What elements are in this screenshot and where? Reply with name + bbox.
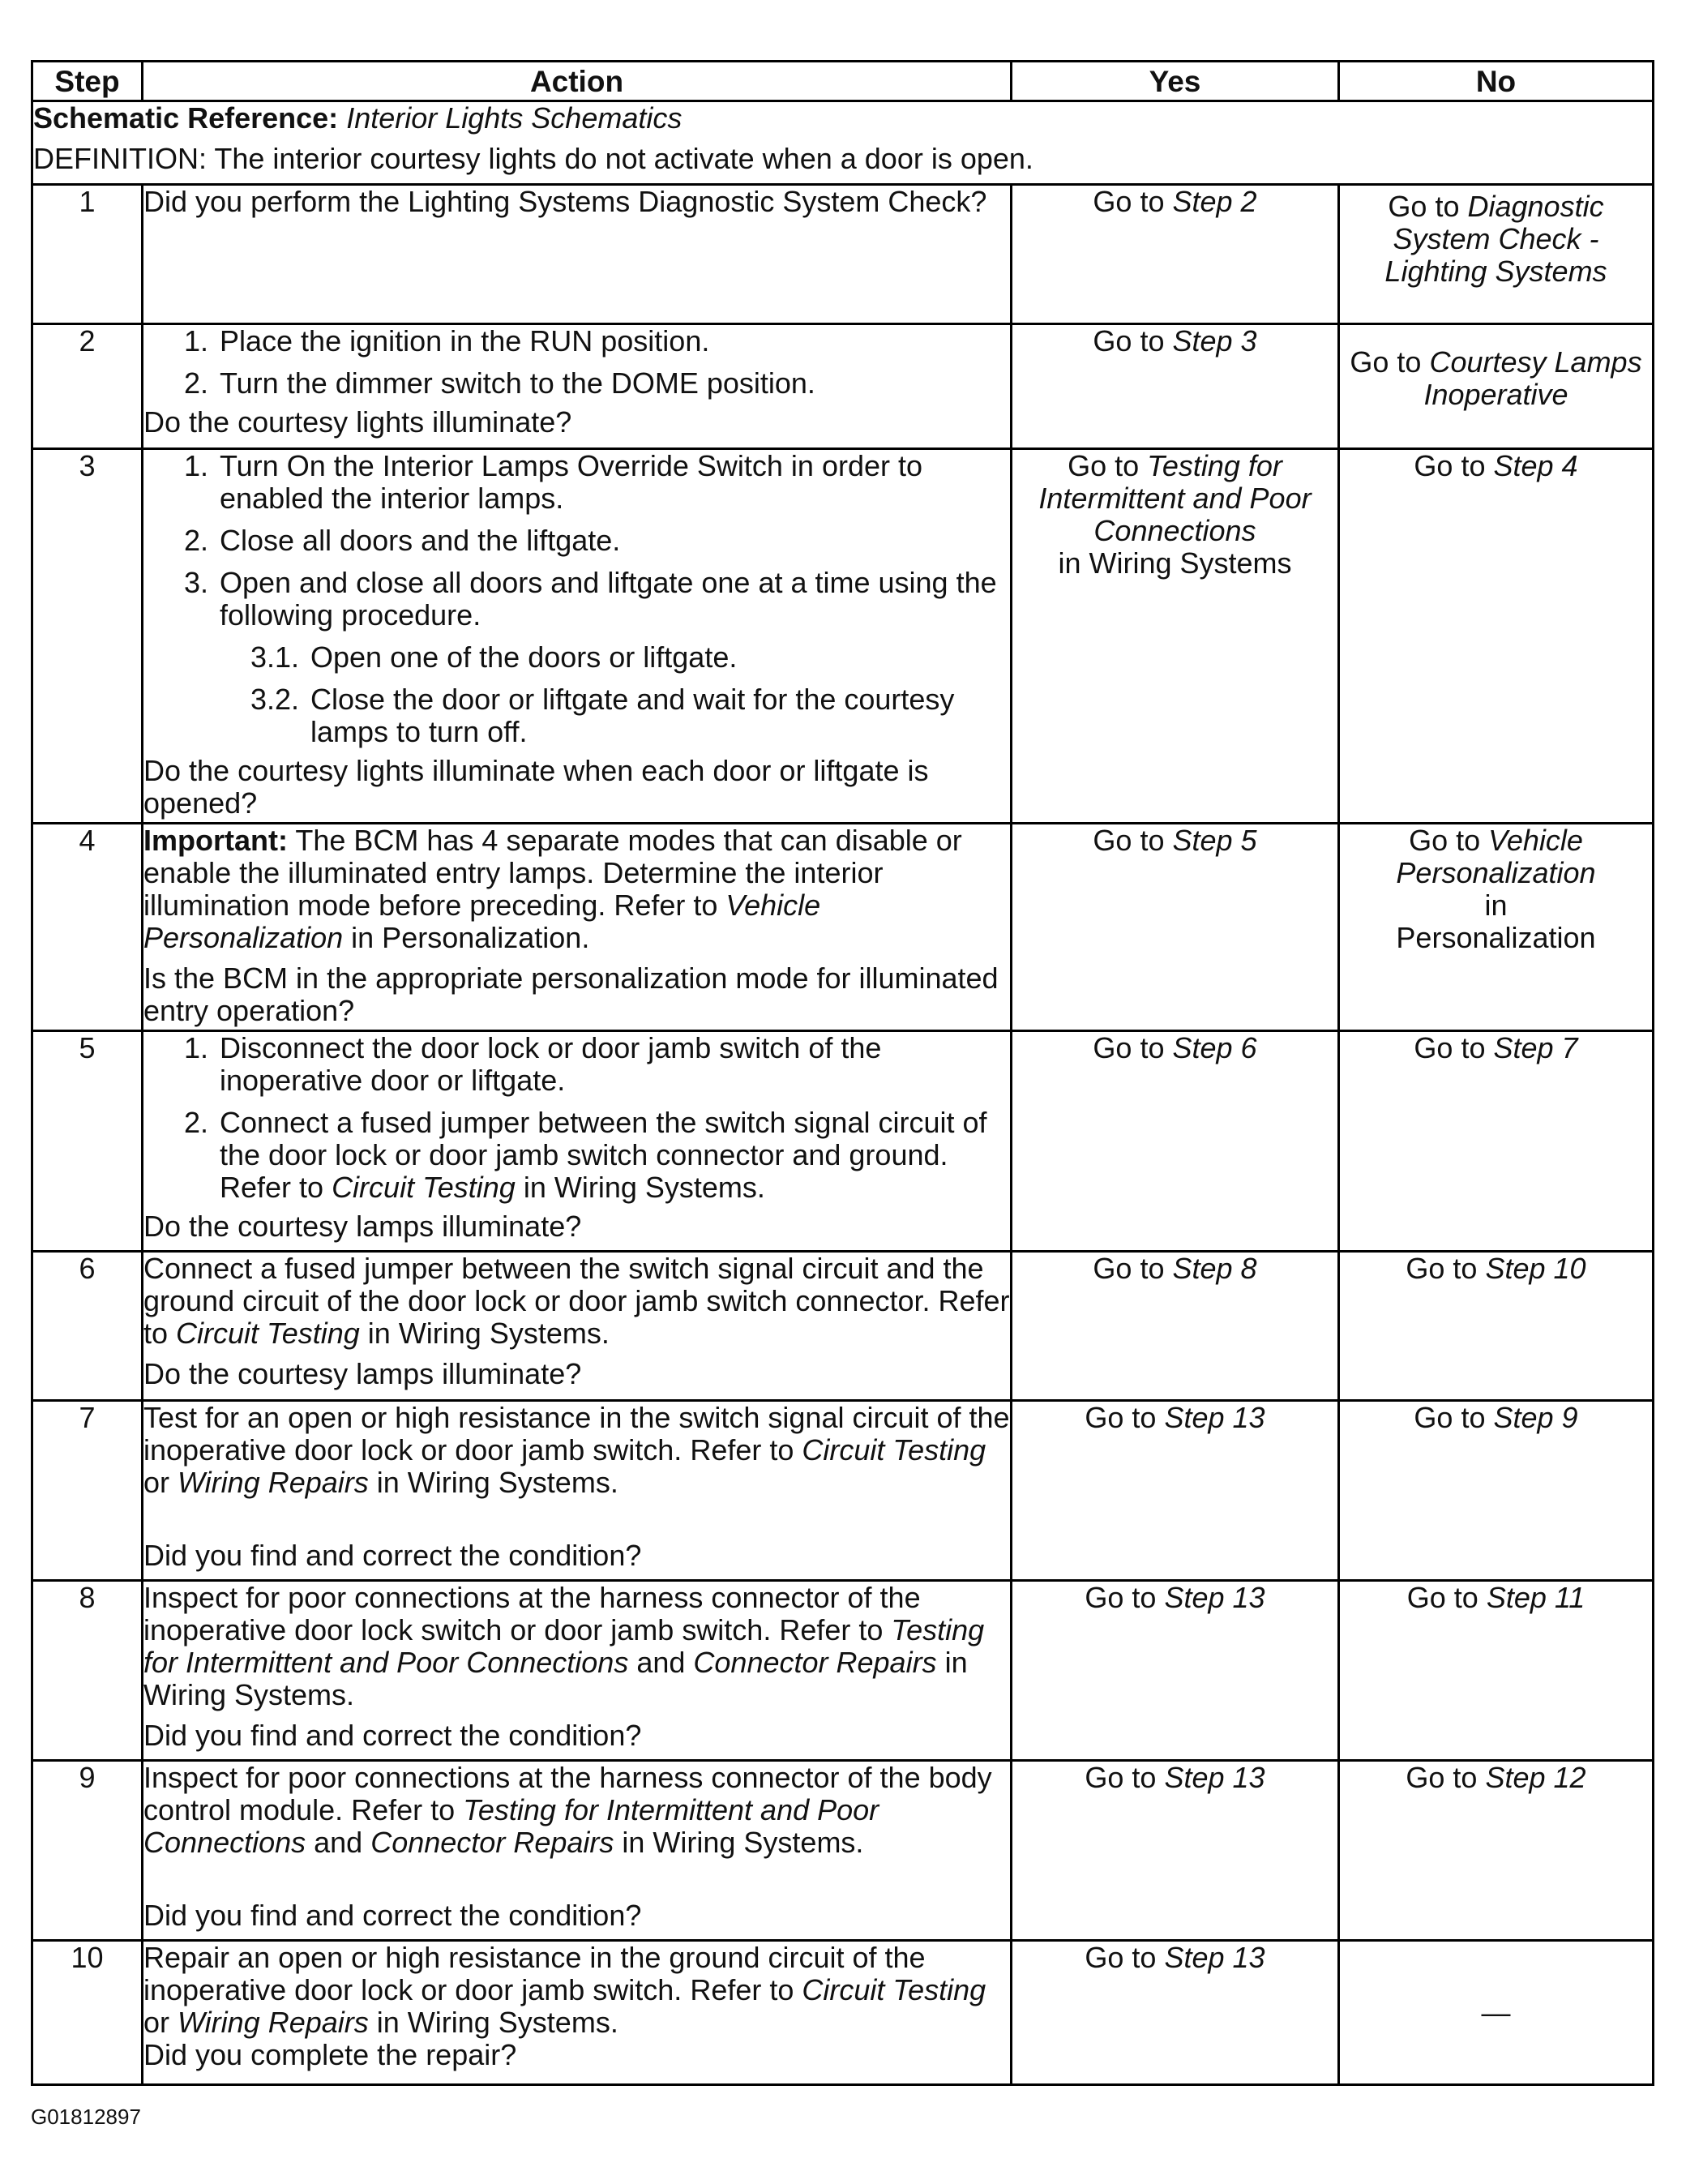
header-yes: Yes <box>1012 62 1339 101</box>
action-cell: Test for an open or high resistance in the switch signal circuit of the inoperative door lock or door jamb switch. Refer to Circuit Testing or Wiring Repairs in Wiring Systems. Did you find and correct the condition? <box>143 1401 1012 1581</box>
action-cell: 1. Turn On the Interior Lamps Override Switch in order to enabled the interior lamps. 2. Close all doors and the liftgate. 3. Open and close all doors and liftgate one at a time using the following procedure. 3.1. Open one of the doors or liftgate. 3.2. Close the door or liftgate and wait for the courtesy lamps to turn off. Do the courtesy lights illuminate when each door or liftgate is opened? <box>143 449 1012 824</box>
table-row <box>32 1252 1654 1401</box>
action-cell: Important: The BCM has 4 separate modes that can disable or enable the illuminated entry lamps. Determine the interior illumination mode before preceding. Refer to Vehicle Personalization in Personalization. Is the BCM in the appropriate personalization mode for illuminated entry operation? <box>143 824 1012 1031</box>
figure-code: G01812897 <box>31 2105 141 2129</box>
step-number: 10 <box>32 1941 143 2085</box>
action-cell: Repair an open or high resistance in the ground circuit of the inoperative door lock or door jamb switch. Refer to Circuit Testing or Wiring Repairs in Wiring Systems. Did you complete the repair? <box>143 1941 1012 2085</box>
yes-cell: Go to Testing for Intermittent and Poor Connections in Wiring Systems <box>1012 449 1339 824</box>
step-number: 5 <box>32 1031 143 1252</box>
schematic-reference: Schematic Reference: Interior Lights Schematics <box>33 101 683 135</box>
header-no: No <box>1339 62 1654 101</box>
step-number: 6 <box>32 1252 143 1401</box>
diagnostic-table <box>31 60 1654 2086</box>
action-cell: Inspect for poor connections at the harness connector of the inoperative door lock switch or door jamb switch. Refer to Testing for Intermittent and Poor Connections and Connector Repairs in Wiring Systems. Did you find and correct the condition? <box>143 1581 1012 1761</box>
action-cell: Connect a fused jumper between the switch signal circuit and the ground circuit of the door lock or door jamb switch connector. Refer to Circuit Testing in Wiring Systems. Do the courtesy lamps illuminate? <box>143 1252 1012 1401</box>
no-cell: Go to Step 11 <box>1339 1581 1654 1761</box>
table-row <box>32 824 1654 1031</box>
no-cell: Go to Step 7 <box>1339 1031 1654 1252</box>
step-number: 1 <box>32 185 143 324</box>
no-cell: Go to Diagnostic System Check - Lighting Systems <box>1339 185 1654 324</box>
step-number: 2 <box>32 324 143 449</box>
action-cell: 1. Disconnect the door lock or door jamb switch of the inoperative door or liftgate. 2. Connect a fused jumper between the switch signal circuit of the door lock or door jamb switch connector and ground. Refer to Circuit Testing in Wiring Systems. Do the courtesy lamps illuminate? <box>143 1031 1012 1252</box>
step-number: 8 <box>32 1581 143 1761</box>
table-row <box>32 449 1654 824</box>
step-number: 3 <box>32 449 143 824</box>
yes-cell: Go to Step 13 <box>1012 1761 1339 1941</box>
table-row <box>32 185 1654 324</box>
step-number: 9 <box>32 1761 143 1941</box>
yes-cell: Go to Step 13 <box>1012 1401 1339 1581</box>
no-cell: Go to Step 10 <box>1339 1252 1654 1401</box>
table-row <box>32 1581 1654 1761</box>
yes-cell: Go to Step 13 <box>1012 1581 1339 1761</box>
no-cell: Go to Step 4 <box>1339 449 1654 824</box>
step-number: 4 <box>32 824 143 1031</box>
yes-cell: Go to Step 13 <box>1012 1941 1339 2085</box>
reference-row <box>32 101 1654 185</box>
header-step: Step <box>32 62 143 101</box>
yes-cell: Go to Step 2 <box>1012 185 1339 324</box>
action-cell: Did you perform the Lighting Systems Diagnostic System Check? <box>143 185 1012 324</box>
table-row <box>32 1941 1654 2085</box>
action-cell: 1. Place the ignition in the RUN position. 2. Turn the dimmer switch to the DOME position. Do the courtesy lights illuminate? <box>143 324 1012 449</box>
yes-cell: Go to Step 6 <box>1012 1031 1339 1252</box>
no-cell: Go to Vehicle Personalization in Personalization <box>1339 824 1654 1031</box>
yes-cell: Go to Step 3 <box>1012 324 1339 449</box>
no-cell: — <box>1339 1941 1654 2085</box>
header-action: Action <box>143 62 1012 101</box>
table-row <box>32 1031 1654 1252</box>
no-cell: Go to Courtesy Lamps Inoperative <box>1339 324 1654 449</box>
reference-cell <box>32 101 1654 185</box>
yes-cell: Go to Step 8 <box>1012 1252 1339 1401</box>
no-cell: Go to Step 12 <box>1339 1761 1654 1941</box>
action-cell: Inspect for poor connections at the harness connector of the body control module. Refer to Testing for Intermittent and Poor Connections and Connector Repairs in Wiring Systems. Did you find and correct the condition? <box>143 1761 1012 1941</box>
step-number: 7 <box>32 1401 143 1581</box>
definition: DEFINITION: The interior courtesy lights do not activate when a door is open. <box>33 142 1033 175</box>
no-cell: Go to Step 9 <box>1339 1401 1654 1581</box>
table-row <box>32 324 1654 449</box>
table-row <box>32 1761 1654 1941</box>
table-row <box>32 1401 1654 1581</box>
header-row <box>32 62 1654 101</box>
yes-cell: Go to Step 5 <box>1012 824 1339 1031</box>
